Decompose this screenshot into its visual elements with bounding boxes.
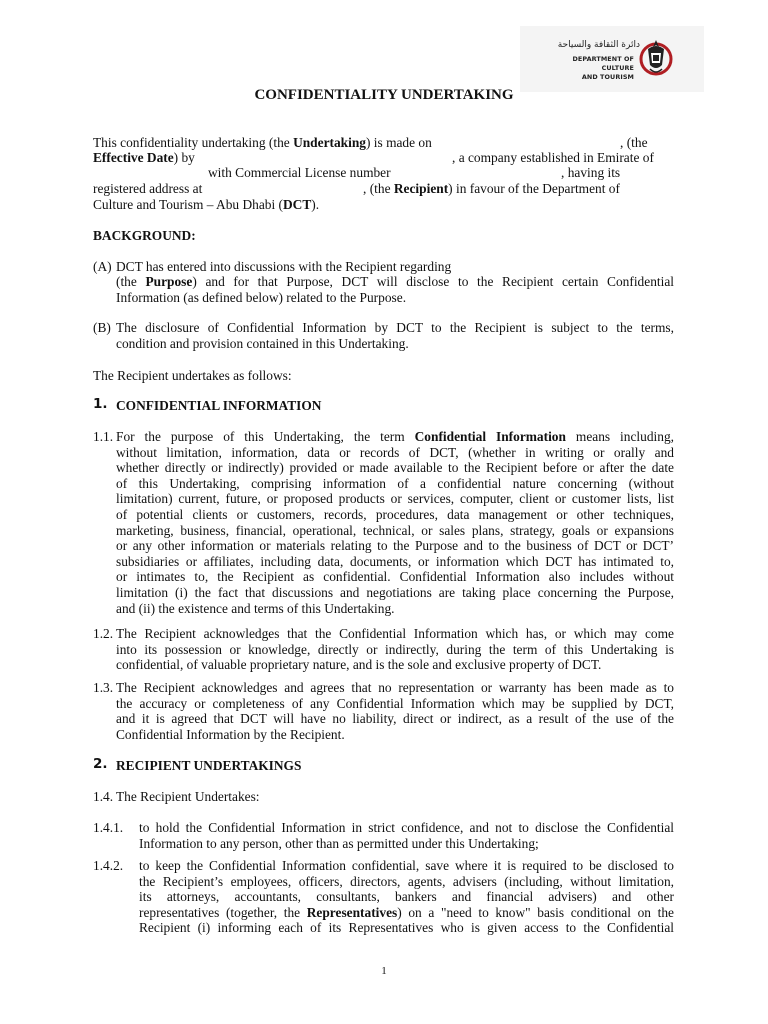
clause-1-1-line: and (ii) the existence and terms of this Undertaking.: [116, 600, 395, 616]
clause-1-1-line: limitation (i) the fact that discussions and negotiations are taking place concerning the Purpose,: [116, 584, 674, 600]
intro-line-3a: with Commercial License number: [208, 165, 391, 180]
background-heading: BACKGROUND:: [93, 228, 196, 243]
clause-1-1-line: of potential clients or customers, records, procedures, data management or other techniques,: [116, 506, 674, 522]
clause-1-3-body: [116, 680, 674, 742]
clause-1-1-line: subsidiaries or affiliates, including data, documents, or information which DCT has intimated to,: [116, 553, 674, 569]
section-2-number: 2.: [93, 756, 108, 772]
clause-1-3-number: 1.3.: [93, 680, 114, 695]
clause-1-3-line: and it is agreed that DCT will have no liability, direct or indirect, as a result of the use of the: [116, 711, 674, 727]
clause-1-3-line: Confidential Information by the Recipient.: [116, 726, 345, 742]
clause-1-4-text: The Recipient Undertakes:: [116, 789, 260, 804]
background-a-line-1: DCT has entered into discussions with the Recipient regarding: [116, 259, 452, 274]
clause-1-4-2-line-5: Recipient (i) informing each of its Representatives who is given access to the Confidential: [139, 920, 674, 936]
clause-1-4-1-line: Information to any person, other than as permitted under this Undertaking;: [139, 835, 539, 851]
intro-line-2a: Effective Date) by: [93, 150, 195, 165]
logo-english-text: DEPARTMENT OF CULTURE AND TOURISM: [572, 55, 634, 81]
clause-1-4-1-number: 1.4.1.: [93, 820, 124, 835]
clause-1-1-line: without limitation, information, data or records of DCT, (whether in writing or orally and: [116, 444, 674, 460]
section-1-number: 1.: [93, 396, 108, 412]
logo-arabic-text: دائرة الثقافة والسياحة: [557, 40, 640, 50]
background-b-line-2: condition and provision contained in this Undertaking.: [116, 336, 409, 351]
clause-1-4-2-line: the Recipient’s employees, officers, directors, agents, advisers (including, without limitation,: [139, 873, 674, 889]
background-a-line-3: Information (as defined below) related to the Purpose.: [116, 290, 407, 305]
background-b-line-1: The disclosure of Confidential Information by DCT to the Recipient is subject to the terms,: [116, 320, 674, 335]
clause-1-1-number: 1.1.: [93, 429, 114, 444]
clause-1-1-line: limitation) current, future, or proposed products or services, computer, client or customer lists, list: [116, 491, 674, 507]
clause-1-2-line: confidential, of valuable proprietary nature, and is the sole and exclusive property of DCT.: [116, 657, 602, 673]
clause-1-1-body: [116, 445, 674, 617]
background-a-number: (A): [93, 259, 112, 274]
clause-1-1-line: marketing, business, financial, operational, technical, or sales plans, strategy, goals or expansions: [116, 522, 674, 538]
section-2-title: RECIPIENT UNDERTAKINGS: [116, 758, 302, 773]
clause-1-4-number: 1.4.: [93, 789, 114, 804]
intro-line-1b: , (the: [620, 135, 648, 150]
page-number: 1: [381, 965, 387, 977]
clause-1-2-line: The Recipient acknowledges that the Confidential Information which has, or which may come: [116, 626, 674, 641]
clause-1-4-2-body: [139, 858, 674, 905]
clause-1-2-body: [116, 626, 674, 673]
clause-1-4-2-line: its attorneys, accountants, consultants, bankers and financial advisers) and other: [139, 889, 674, 905]
intro-line-3b: , having its: [561, 165, 621, 180]
falcon-emblem-icon: [638, 35, 674, 81]
clause-1-1-line-1: For the purpose of this Undertaking, the term Confidential Information means including,: [116, 429, 674, 444]
clause-1-1-line: whether directly or indirectly) provided or made available to the Recipient before or after the date: [116, 460, 674, 476]
intro-line-4a: registered address at: [93, 181, 203, 196]
intro-line-2b: , a company established in Emirate of: [452, 150, 654, 165]
document-title: CONFIDENTIALITY UNDERTAKING: [254, 87, 514, 103]
clause-1-4-2-line-4: representatives (together, the Representatives) on a "need to know" basis conditional on the: [139, 904, 674, 920]
clause-1-1-line: or intimates to, the Recipient as confidential. Confidential Information also includes without: [116, 569, 674, 585]
clause-1-4-2-number: 1.4.2.: [93, 858, 124, 873]
clause-1-4-1-body: [139, 820, 674, 851]
clause-1-2-line: into its possession or knowledge, directly or indirectly, during the term of this Undertaking is: [116, 641, 674, 657]
intro-line-5: Culture and Tourism – Abu Dhabi (DCT).: [93, 197, 320, 212]
clause-1-4-2-line: to keep the Confidential Information confidential, save where it is required to be disclosed to: [139, 858, 674, 873]
clause-1-3-line: the accuracy or completeness of any Confidential Information which may be supplied by DCT,: [116, 695, 674, 711]
clause-1-1-line: or any other information or materials relating to the Purpose and to the business of DCT or DCT’: [116, 538, 674, 554]
clause-1-4-1-line: to hold the Confidential Information in strict confidence, and not to disclose the Confidential: [139, 820, 674, 835]
background-a-line-2: (the Purpose) and for that Purpose, DCT will disclose to the Recipient certain Confidential: [116, 274, 674, 289]
clause-1-2-number: 1.2.: [93, 626, 114, 641]
background-b-number: (B): [93, 320, 111, 335]
section-1-title: CONFIDENTIAL INFORMATION: [116, 398, 322, 413]
intro-line-4b: , (the Recipient) in favour of the Department of: [363, 181, 620, 196]
clause-1-1-line: of this Undertaking, comprising information of a confidential nature concerning (without: [116, 475, 674, 491]
intro-line-1a: This confidentiality undertaking (the Undertaking) is made on: [93, 135, 432, 150]
recipient-undertakes-text: The Recipient undertakes as follows:: [93, 368, 292, 383]
clause-1-3-line: The Recipient acknowledges and agrees that no representation or warranty has been made as to: [116, 680, 674, 695]
